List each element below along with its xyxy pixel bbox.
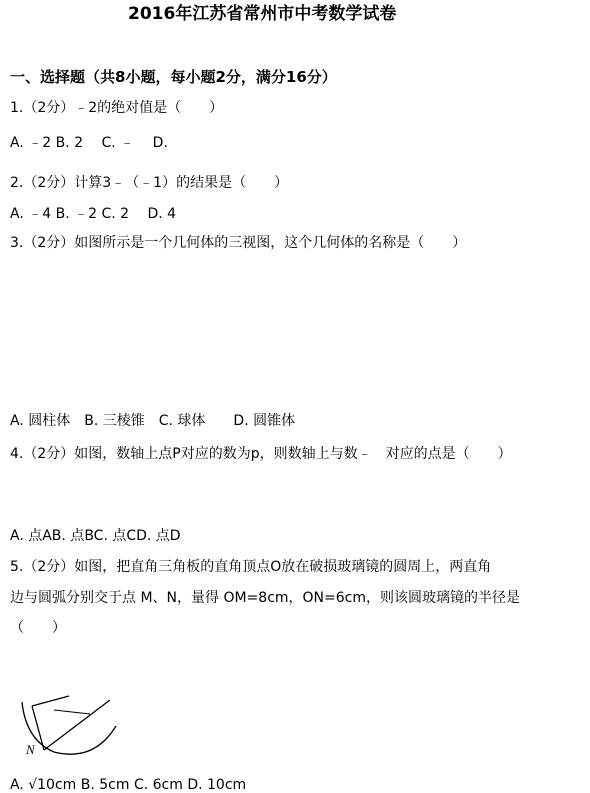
triangle-hypotenuse	[32, 696, 69, 706]
question-5-stem-line-2: 边与圆弧分别交于点 M、N，量得 OM=8cm，ON=6cm，则该圆玻璃镜的半径是	[10, 590, 520, 606]
question-5-figure	[14, 692, 124, 762]
question-3-options: A. 圆柱体 B. 三棱锥 C. 球体 D. 圆锥体	[10, 413, 296, 429]
question-5-stem-line-3: （ ）	[10, 620, 66, 636]
section-heading: 一、选择题（共8小题，每小题2分，满分16分）	[10, 68, 337, 86]
question-4-options: A. 点AB. 点BC. 点CD. 点D	[10, 528, 181, 544]
question-2-options: A. ﹣4 B. ﹣2 C. 2 D. 4	[10, 206, 177, 222]
question-2-stem: 2.（2分）计算3﹣（﹣1）的结果是（ ）	[10, 175, 289, 191]
broken-mirror-arc	[22, 702, 116, 754]
question-3-stem: 3.（2分）如图所示是一个几何体的三视图，这个几何体的名称是（ ）	[10, 235, 467, 251]
question-5-stem-line-1: 5.（2分）如图，把直角三角板的直角顶点O放在破损玻璃镜的圆周上，两直角	[10, 559, 492, 575]
triangle-inner-edge	[54, 710, 90, 714]
figure-label-n: N	[26, 742, 35, 757]
question-4-stem: 4.（2分）如图，数轴上点P对应的数为p，则数轴上与数﹣ 对应的点是（ ）	[10, 446, 512, 462]
question-1-options: A. ﹣2 B. 2 C. ﹣ D.	[10, 135, 168, 151]
question-5-options: A. √10cm B. 5cm C. 6cm D. 10cm	[10, 777, 247, 793]
question-1-stem: 1.（2分）﹣2的绝对值是（ ）	[10, 100, 224, 116]
exam-title: 2016年江苏省常州市中考数学试卷	[128, 4, 397, 24]
triangle-leg-om	[44, 700, 110, 750]
